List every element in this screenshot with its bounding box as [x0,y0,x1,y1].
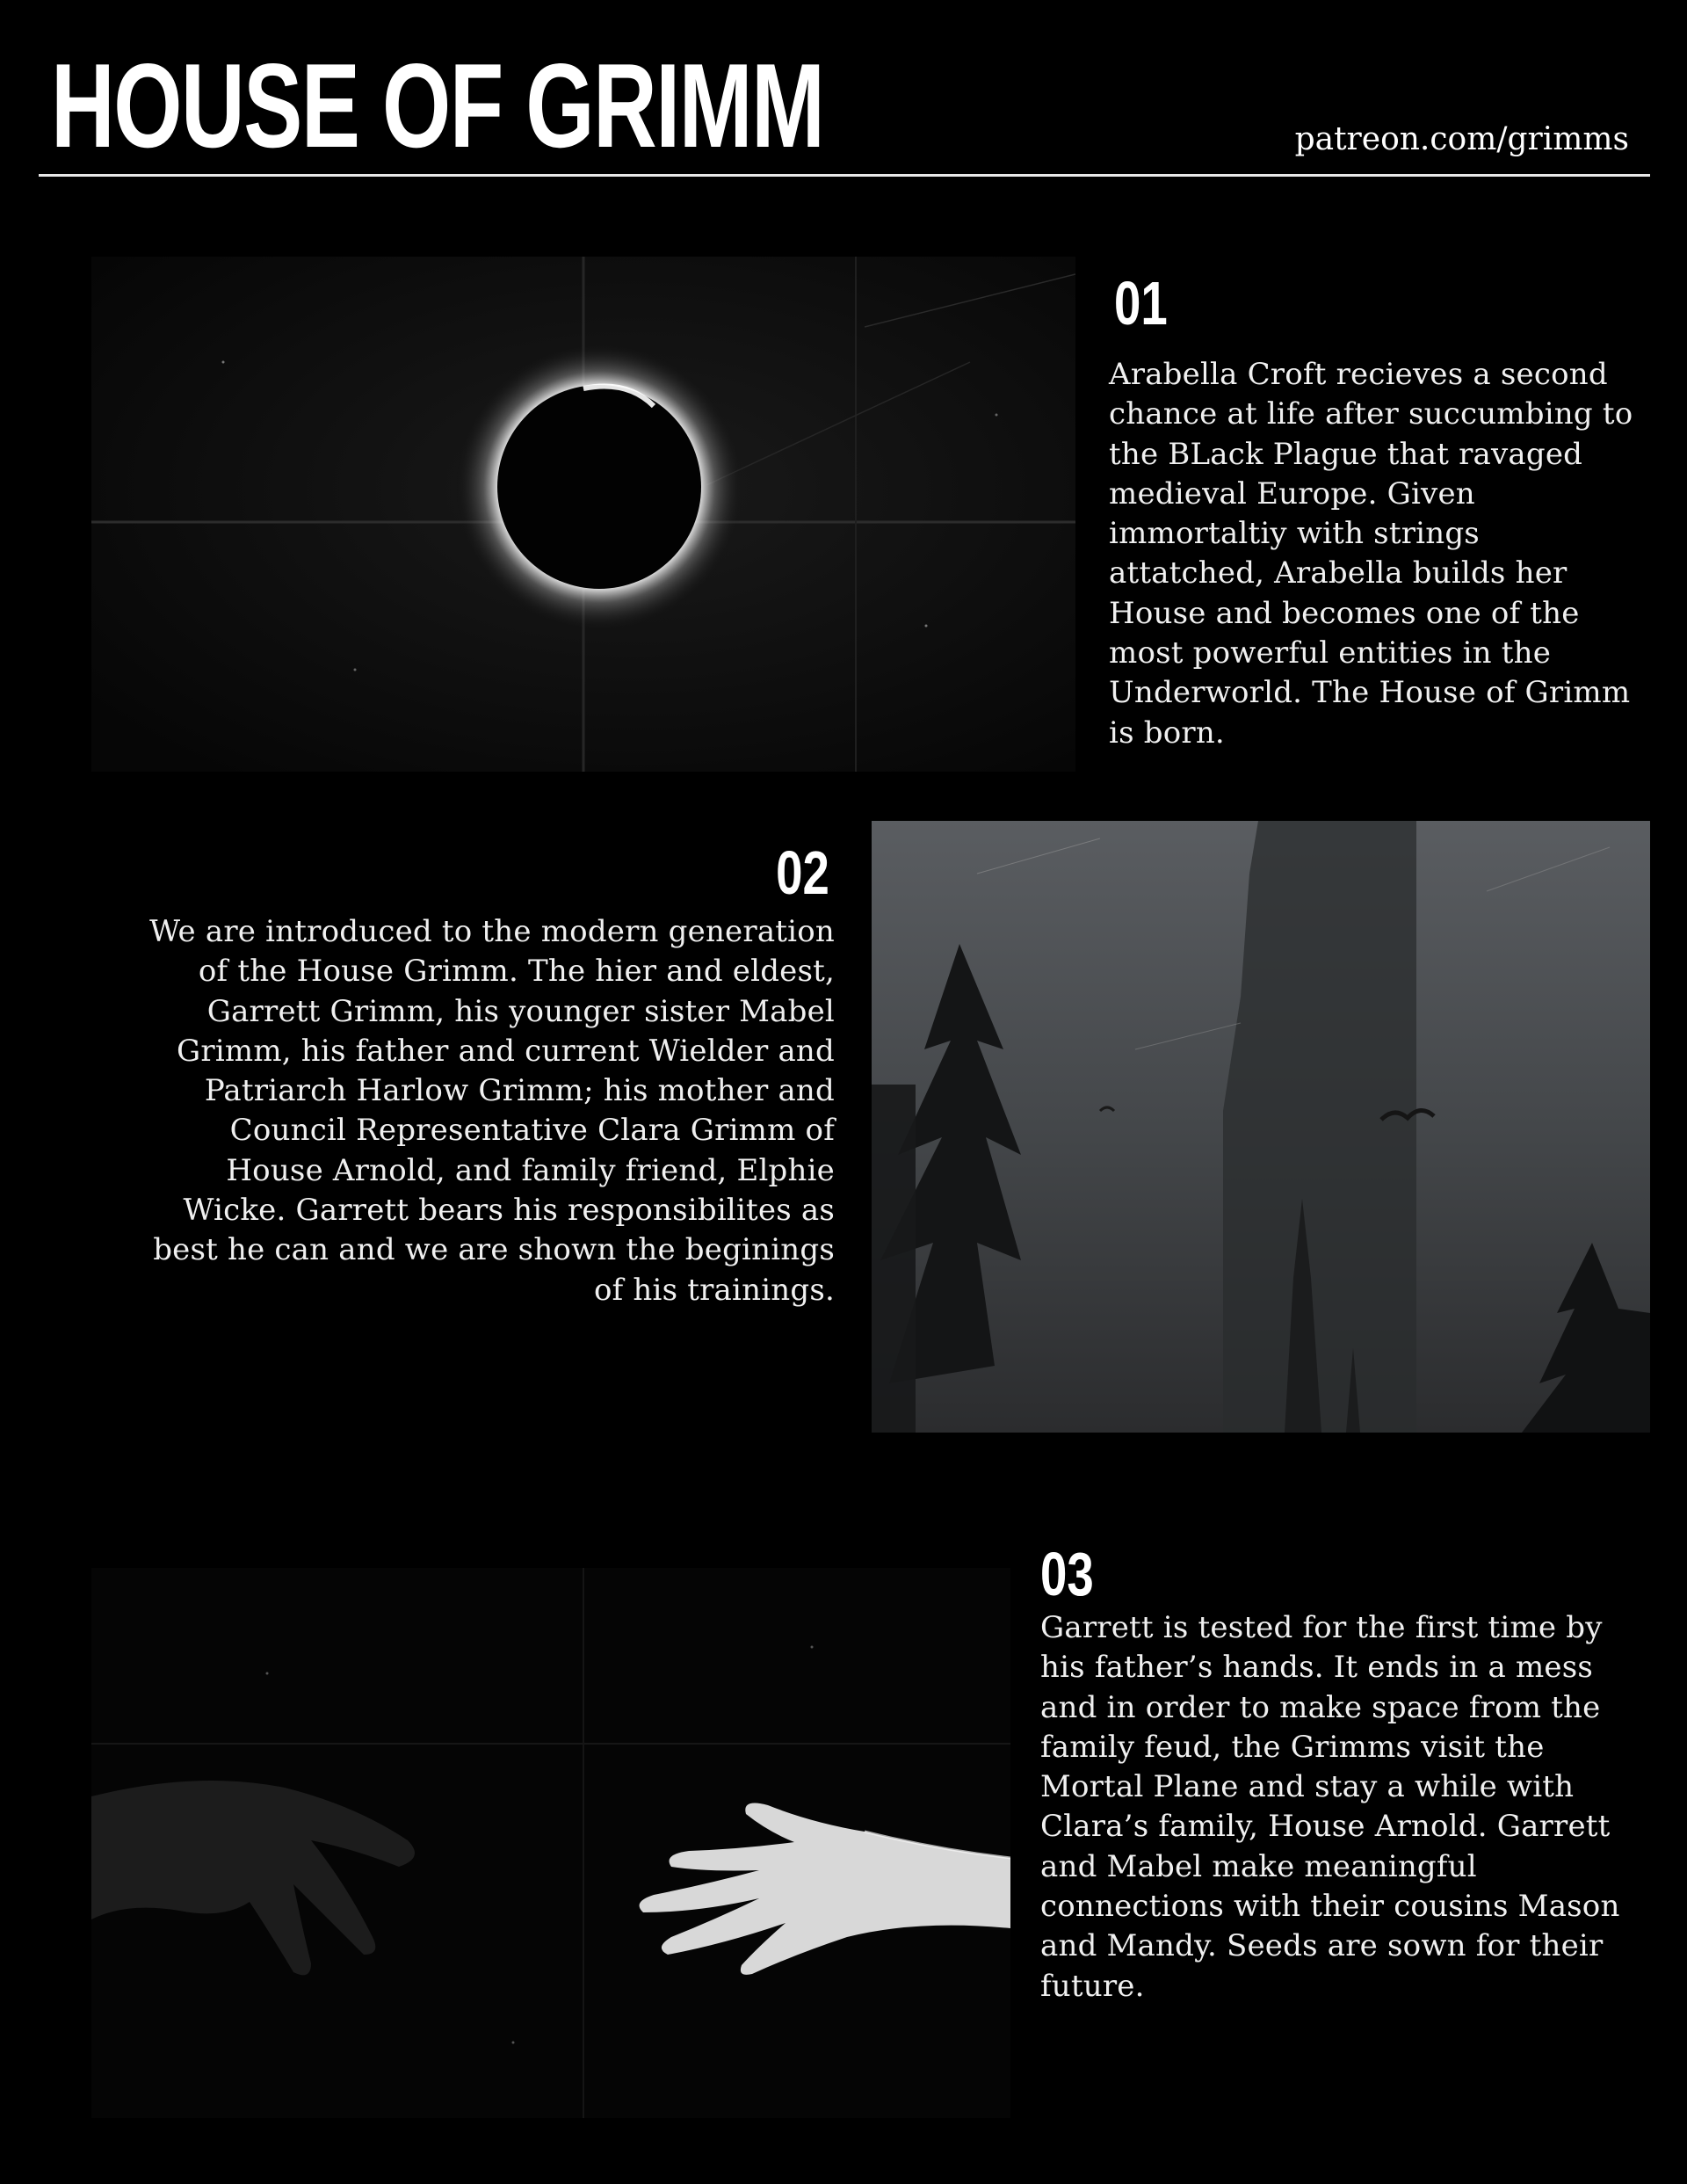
text-line: and in order to make space from the [1040,1689,1601,1725]
text-line: medieval Europe. Given [1109,475,1475,512]
text-line: Arabella Croft recieves a second [1109,357,1608,392]
text-line: is born. [1109,715,1225,751]
text-line: Patriarch Harlow Grimm; his mother and [204,1073,835,1109]
text-line: Mortal Plane and stay a while with [1040,1769,1575,1805]
text-line: We are introduced to the modern generation [149,914,835,949]
text-line: family feud, the Grimms visit the [1040,1729,1545,1765]
text-line: Clara’s family, House Arnold. Garrett [1040,1809,1611,1845]
section-text-01 [1109,355,1654,753]
section-number-01: 01 [1114,269,1168,337]
text-line: future. [1040,1968,1145,2004]
eclipse-image [91,257,1075,772]
text-line: House and becomes one of the [1109,595,1580,631]
text-line: Underworld. The House of Grimm [1109,675,1631,711]
text-line: and Mabel make meaningful [1040,1848,1477,1884]
text-line: Council Representative Clara Grimm of [229,1113,835,1149]
text-line: and Mandy. Seeds are sown for their [1040,1928,1604,1964]
text-line: Grimm, his father and current Wielder and [177,1033,835,1069]
text-line: House Arnold, and family friend, Elphie [226,1152,835,1188]
header-divider [39,174,1650,177]
text-line: attatched, Arabella builds her [1109,555,1568,591]
text-line: of his trainings. [593,1272,835,1308]
text-line: most powerful entities in the [1109,635,1552,671]
text-line: his father’s hands. It ends in a mess [1040,1650,1594,1686]
section-number-03: 03 [1040,1540,1094,1608]
page-title: HOUSE OF GRIMM [51,39,824,172]
section-text-02 [132,912,835,1310]
text-line: the BLack Plague that ravaged [1109,436,1583,472]
text-line: of the House Grimm. The hier and eldest, [198,954,835,990]
text-line: best he can and we are shown the beginings [153,1232,835,1268]
text-line: chance at life after succumbing to [1109,396,1633,432]
patreon-link[interactable]: patreon.com/grimms [1294,121,1629,157]
cathedral-image [872,821,1650,1433]
text-line: connections with their cousins Mason [1040,1889,1620,1925]
section-number-02: 02 [776,838,829,907]
section-text-03 [1040,1608,1655,2006]
text-line: Garrett Grimm, his younger sister Mabel [206,993,835,1029]
text-line: Wicke. Garrett bears his responsibilites as [183,1193,835,1229]
text-line: immortaltiy with strings [1109,516,1480,552]
hands-image [91,1568,1010,2118]
text-line: Garrett is tested for the first time by [1040,1610,1603,1645]
